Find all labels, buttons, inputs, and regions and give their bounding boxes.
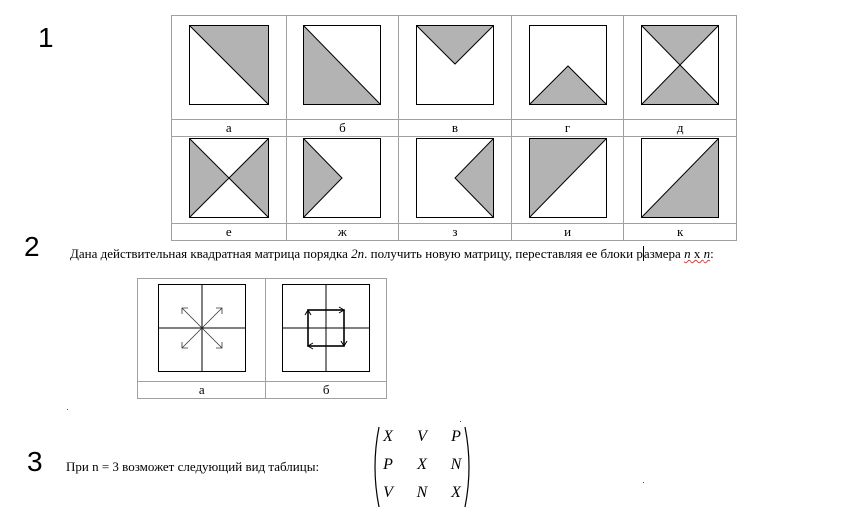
matrix-cell: V <box>417 428 427 445</box>
matrix-cell: N <box>416 484 428 501</box>
stray-dot <box>643 482 644 483</box>
label-b: б <box>286 120 399 137</box>
block-label-a: а <box>138 382 266 399</box>
task2-size-a: n <box>684 246 691 261</box>
pattern-d <box>624 16 737 120</box>
task2-colon: : <box>710 246 714 261</box>
pattern-zh-figure <box>303 138 381 218</box>
label-z: з <box>399 224 512 241</box>
label-a: а <box>172 120 287 137</box>
label-e: е <box>172 224 287 241</box>
task2-text-middle: . получить новую матрицу, переставляя ее блоки р <box>364 246 643 261</box>
label-i: и <box>511 224 624 241</box>
pattern-i <box>511 137 624 224</box>
matrix-cell: X <box>383 428 393 445</box>
matrix-cell: X <box>451 484 461 501</box>
pattern-grid <box>171 15 737 241</box>
label-zh: ж <box>286 224 399 241</box>
label-d <box>624 120 737 137</box>
pattern-z <box>399 137 512 224</box>
block-diagram-b <box>266 279 387 382</box>
cycle-swap-figure <box>282 284 370 372</box>
pattern-e-figure <box>189 138 269 218</box>
task-number-1: 1 <box>38 22 54 53</box>
pattern-e <box>172 137 287 224</box>
pattern-v-figure <box>416 25 494 105</box>
task2-size-b: n <box>703 246 711 261</box>
pattern-g-figure <box>529 25 607 105</box>
task3-statement: При n = 3 возможет следующий вид таблицы: <box>66 459 320 474</box>
pattern-a <box>172 16 287 120</box>
pattern-k <box>624 137 737 224</box>
task-number-2: 2 <box>24 231 40 262</box>
pattern-b <box>286 16 399 120</box>
pattern-v <box>399 16 512 120</box>
matrix-cell: X <box>417 456 427 473</box>
task2-text-before: Дана действительная квадратная матрица порядка <box>70 246 352 261</box>
pattern-zh <box>286 137 399 224</box>
pattern-i-figure <box>529 138 607 218</box>
label-d-text: д <box>676 120 684 135</box>
task2-order: 2n <box>351 246 365 261</box>
pattern-g <box>511 16 624 120</box>
pattern-k-figure <box>641 138 719 218</box>
cross-swap-figure <box>158 284 246 372</box>
pattern-a-figure <box>189 25 269 105</box>
task2-statement <box>70 246 714 262</box>
matrix-cell: N <box>450 456 462 473</box>
task2-size-x: x <box>690 246 704 261</box>
label-v: в <box>399 120 512 137</box>
result-matrix <box>370 426 474 508</box>
matrix-cell: V <box>383 484 393 501</box>
matrix-cell: P <box>383 456 393 473</box>
stray-dot <box>67 409 68 410</box>
stray-dot <box>460 421 461 422</box>
pattern-b-figure <box>303 25 381 105</box>
pattern-d-figure <box>641 25 719 105</box>
label-g: г <box>511 120 624 137</box>
label-k: к <box>624 224 737 241</box>
block-diagram-table <box>137 278 387 399</box>
pattern-z-figure <box>416 138 494 218</box>
block-label-b: б <box>266 382 387 399</box>
block-diagram-a <box>138 279 266 382</box>
matrix-cell: P <box>451 428 461 445</box>
task-number-3: 3 <box>27 446 43 477</box>
task2-text-after: азмера <box>643 246 685 261</box>
